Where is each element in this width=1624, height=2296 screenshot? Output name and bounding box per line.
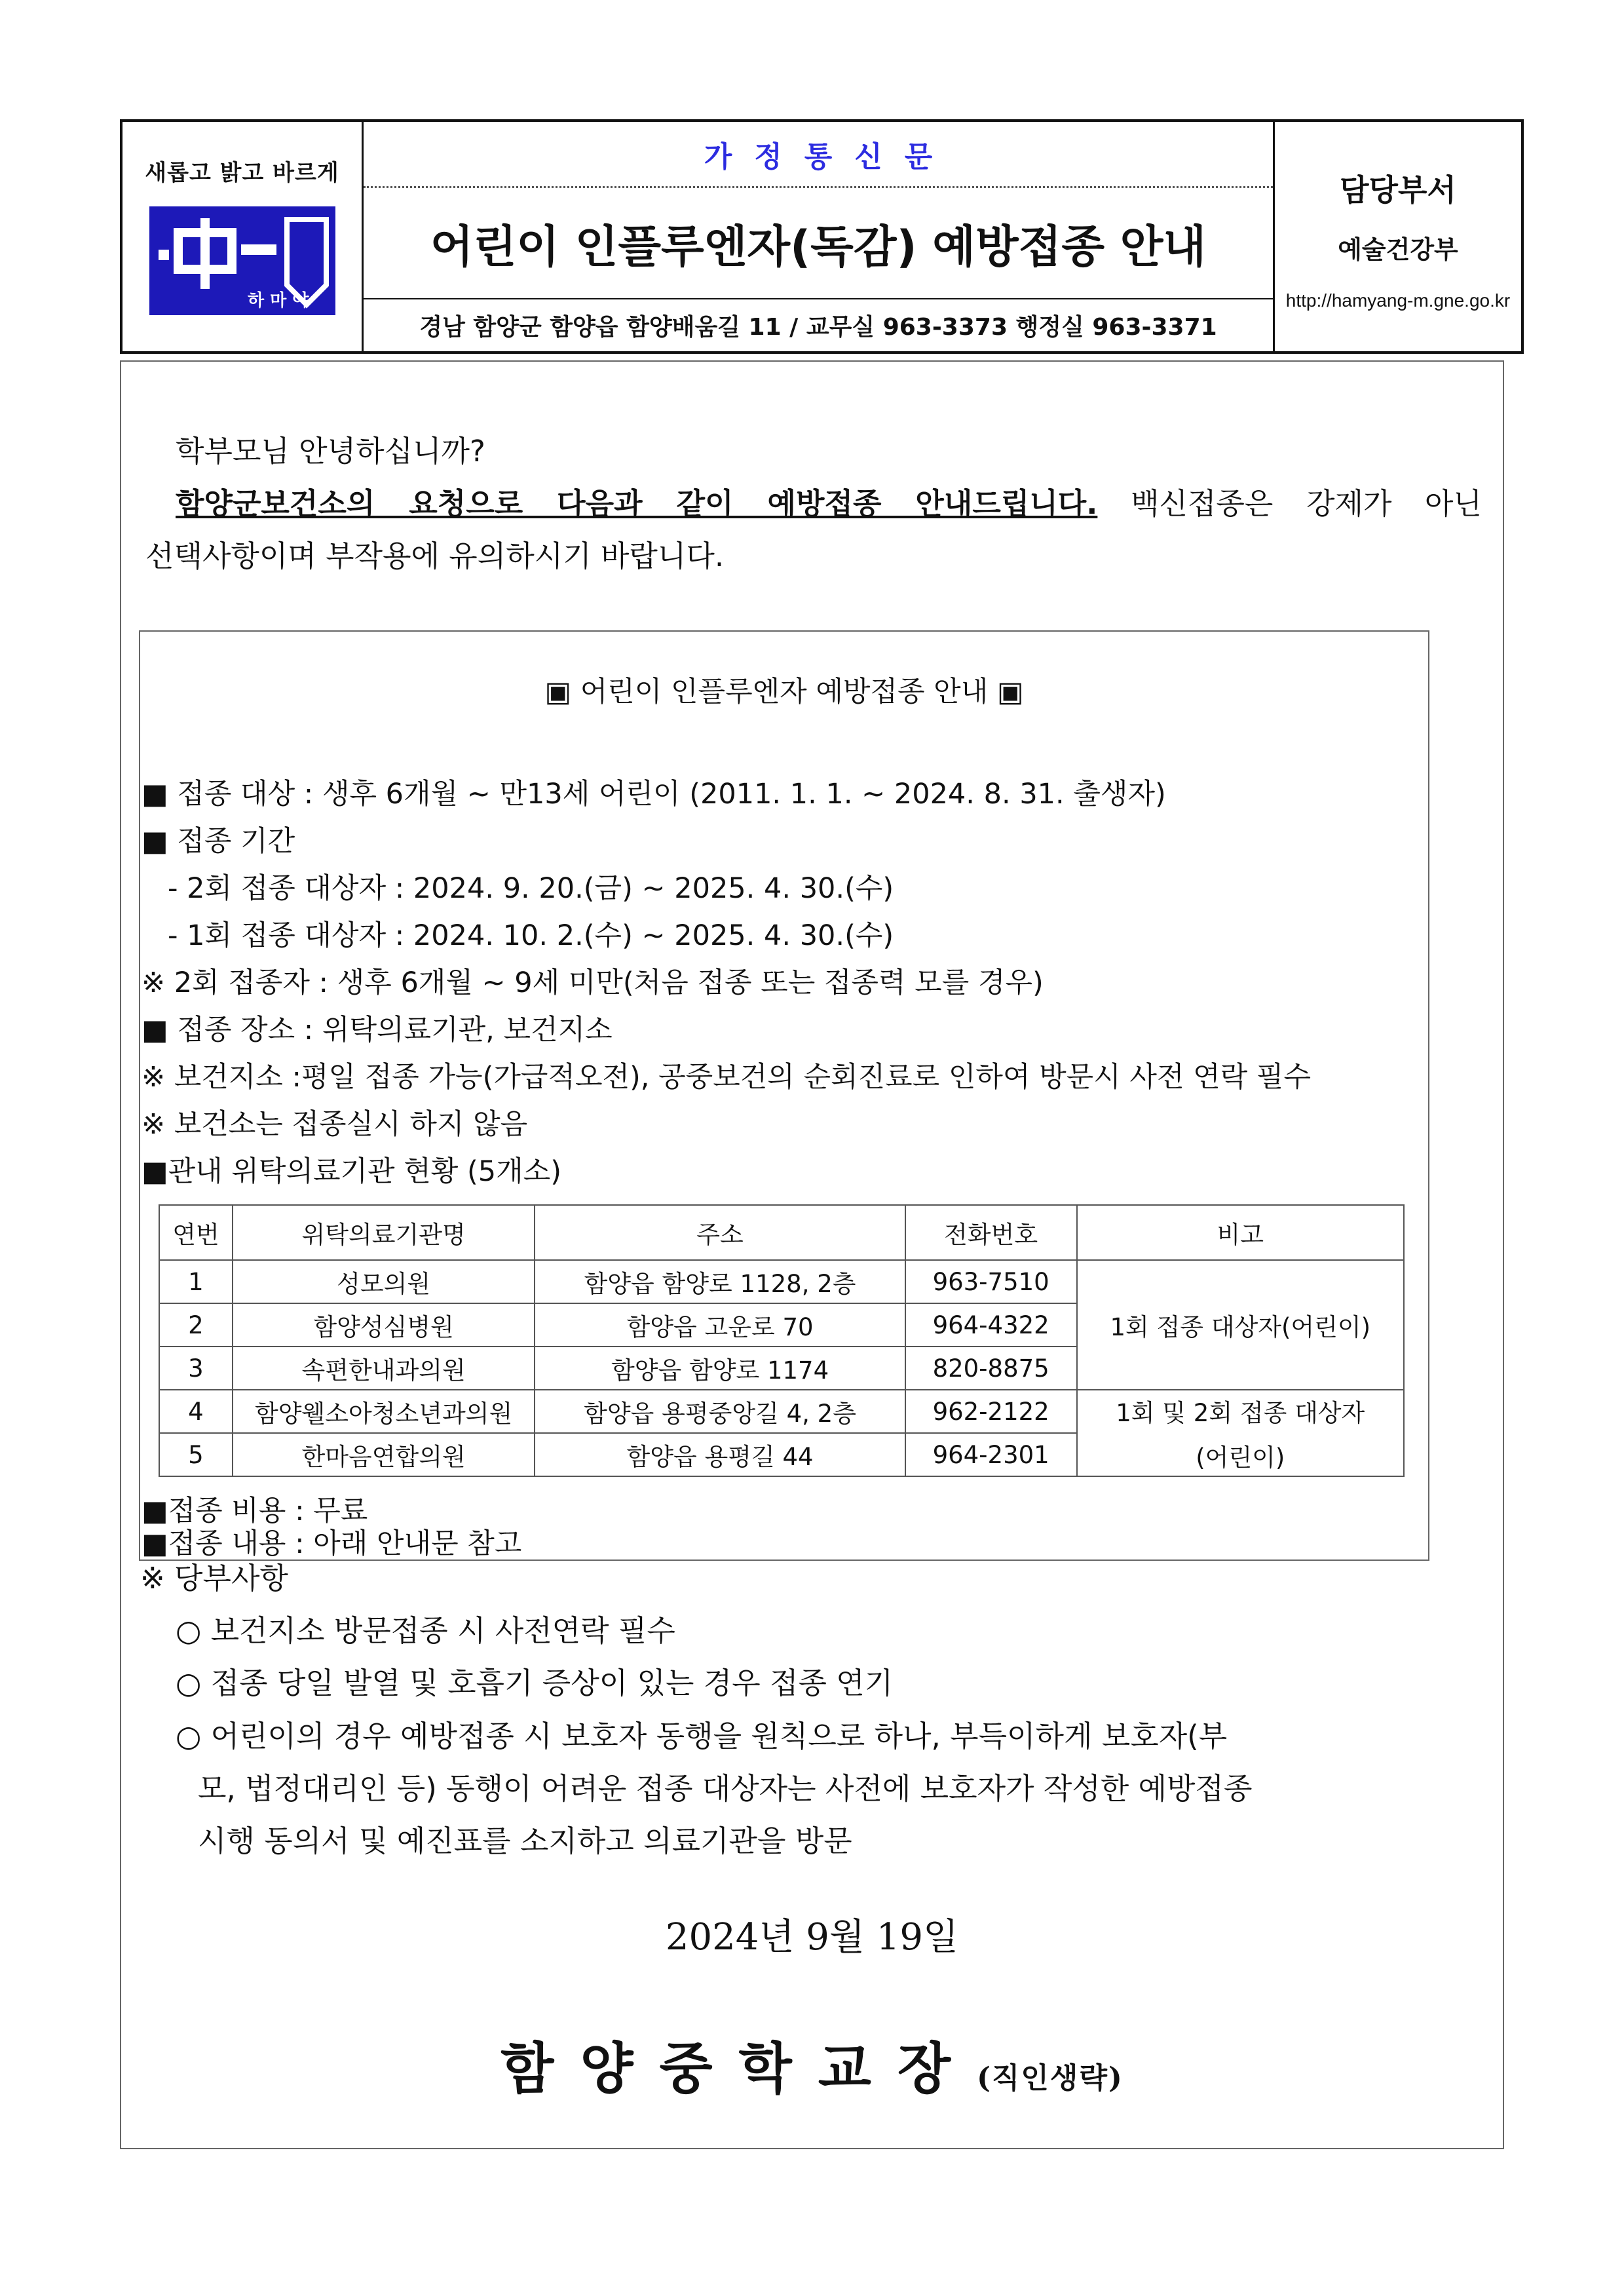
note-item: ○ 접종 당일 발열 및 호흡기 증상이 있는 경우 접종 연기 bbox=[176, 1666, 894, 1700]
principal-name: 함양중학교장 bbox=[500, 2036, 977, 2101]
place-line: ■ 접종 장소 : 위탁의료기관, 보건지소 bbox=[142, 1014, 613, 1046]
intro-emphasis: 함양군보건소의 요청으로 다음과 같이 예방접종 안내드립니다. bbox=[176, 486, 1098, 521]
page-title: 어린이 인플루엔자(독감) 예방접종 안내 bbox=[364, 188, 1273, 299]
table-cell: 5 bbox=[159, 1433, 233, 1476]
table-cell: 함양읍 용평중앙길 4, 2층 bbox=[535, 1390, 905, 1433]
table-cell: 820-8875 bbox=[905, 1347, 1077, 1390]
school-slogan: 새롭고 밝고 바르게 bbox=[145, 160, 339, 186]
note-line: ○ 어린이의 경우 예방접종 시 보호자 동행을 원칙으로 하나, 부득이하게 보호자(부 bbox=[176, 1719, 1228, 1753]
period-2dose: - 2회 접종 대상자 : 2024. 9. 20.(금) ~ 2025. 4. 30.(수) bbox=[168, 872, 894, 905]
table-header-row bbox=[159, 1205, 1404, 1260]
table-cell: 한마음연합의원 bbox=[233, 1433, 535, 1476]
department-name: 예술건강부 bbox=[1338, 235, 1458, 264]
department-cell bbox=[1275, 122, 1521, 351]
issue-date: 2024년 9월 19일 bbox=[665, 1916, 959, 1959]
title-cell bbox=[364, 122, 1275, 351]
table-note-cell: 1회 접종 대상자(어린이) bbox=[1077, 1260, 1404, 1390]
department-label: 담당부서 bbox=[1340, 172, 1456, 208]
col-header: 전화번호 bbox=[905, 1205, 1077, 1260]
table-cell: 963-7510 bbox=[905, 1260, 1077, 1303]
clinics-heading: ■관내 위탁의료기관 현황 (5개소) bbox=[142, 1155, 561, 1188]
table-cell: 함양성심병원 bbox=[233, 1303, 535, 1347]
note-line: 모, 법정대리인 등) 동행이 어려운 접종 대상자는 사전에 보호자가 작성한 예방접종 bbox=[198, 1771, 1253, 1806]
table-cell: 964-2301 bbox=[905, 1433, 1077, 1476]
note-line: 시행 동의서 및 예진표를 소지하고 의료기관을 방문 bbox=[198, 1824, 852, 1858]
table-note-cell bbox=[1077, 1390, 1404, 1476]
period-heading: ■ 접종 기간 bbox=[142, 825, 295, 858]
school-logo-cell bbox=[123, 122, 364, 351]
clinic-table bbox=[159, 1204, 1405, 1477]
table-cell: 2 bbox=[159, 1303, 233, 1347]
col-header: 위탁의료기관명 bbox=[233, 1205, 535, 1260]
school-url[interactable]: http://hamyang-m.gne.go.kr bbox=[1285, 290, 1511, 311]
col-header: 비고 bbox=[1077, 1205, 1404, 1260]
table-cell: 964-4322 bbox=[905, 1303, 1077, 1347]
table-cell: 4 bbox=[159, 1390, 233, 1433]
school-emblem-icon bbox=[149, 206, 335, 315]
table-cell: 함양웰소아청소년과의원 bbox=[233, 1390, 535, 1433]
table-cell: 3 bbox=[159, 1347, 233, 1390]
note-branch: ※ 보건지소 :평일 접종 가능(가급적오전), 공중보건의 순회진료로 인하여 방문시 사전 연락 필수 bbox=[142, 1061, 1311, 1094]
table-row bbox=[159, 1260, 1404, 1303]
school-logo bbox=[149, 206, 335, 315]
content-line: ■접종 내용 : 아래 안내문 참고 bbox=[142, 1527, 522, 1560]
info-box-title: ▣ 어린이 인플루엔자 예방접종 안내 ▣ bbox=[544, 676, 1024, 708]
table-cell: 함양읍 함양로 1174 bbox=[535, 1347, 905, 1390]
seal-note: (직인생략) bbox=[977, 2061, 1124, 2095]
note-2dose: ※ 2회 접종자 : 생후 6개월 ~ 9세 미만(처음 접종 또는 접종력 모를 경우) bbox=[142, 966, 1044, 999]
school-address: 경남 함양군 함양읍 함양배움길 11 / 교무실 963-3373 행정실 963-3371 bbox=[419, 314, 1217, 341]
greeting: 학부모님 안녕하십니까? bbox=[176, 434, 485, 469]
logo-caption: 하 마 야 bbox=[247, 291, 309, 311]
period-1dose: - 1회 접종 대상자 : 2024. 10. 2.(수) ~ 2025. 4. 30.(수) bbox=[168, 919, 894, 952]
newsletter-kicker: 가정통신문 bbox=[364, 122, 1273, 188]
col-header: 연번 bbox=[159, 1205, 233, 1260]
intro-rest: 백신접종은 강제가 아닌 bbox=[1097, 486, 1482, 521]
intro-paragraph-line2: 선택사항이며 부작용에 유의하시기 바랍니다. bbox=[145, 539, 725, 573]
note-item-multiline bbox=[176, 1710, 1479, 1867]
intro-paragraph bbox=[145, 480, 1482, 522]
table-cell: 1 bbox=[159, 1260, 233, 1303]
notes-heading: ※ 당부사항 bbox=[140, 1561, 288, 1596]
letterhead bbox=[120, 119, 1524, 354]
table-cell: 성모의원 bbox=[233, 1260, 535, 1303]
table-note-line: (어린이) bbox=[1196, 1444, 1285, 1472]
table-cell: 함양읍 함양로 1128, 2층 bbox=[535, 1260, 905, 1303]
table-cell: 함양읍 고운로 70 bbox=[535, 1303, 905, 1347]
principal-signature bbox=[120, 2025, 1504, 2104]
target-line: ■ 접종 대상 : 생후 6개월 ~ 만13세 어린이 (2011. 1. 1. ~ 2024. 8. 31. 출생자) bbox=[142, 778, 1166, 811]
table-row bbox=[159, 1390, 1404, 1433]
table-cell: 함양읍 용평길 44 bbox=[535, 1433, 905, 1476]
table-cell: 962-2122 bbox=[905, 1390, 1077, 1433]
note-center: ※ 보건소는 접종실시 하지 않음 bbox=[142, 1108, 528, 1141]
col-header: 주소 bbox=[535, 1205, 905, 1260]
table-note-line: 1회 및 2회 접종 대상자 bbox=[1116, 1399, 1365, 1427]
note-item: ○ 보건지소 방문접종 시 사전연락 필수 bbox=[176, 1613, 675, 1648]
cost-line: ■접종 비용 : 무료 bbox=[142, 1495, 368, 1527]
table-cell: 속편한내과의원 bbox=[233, 1347, 535, 1390]
